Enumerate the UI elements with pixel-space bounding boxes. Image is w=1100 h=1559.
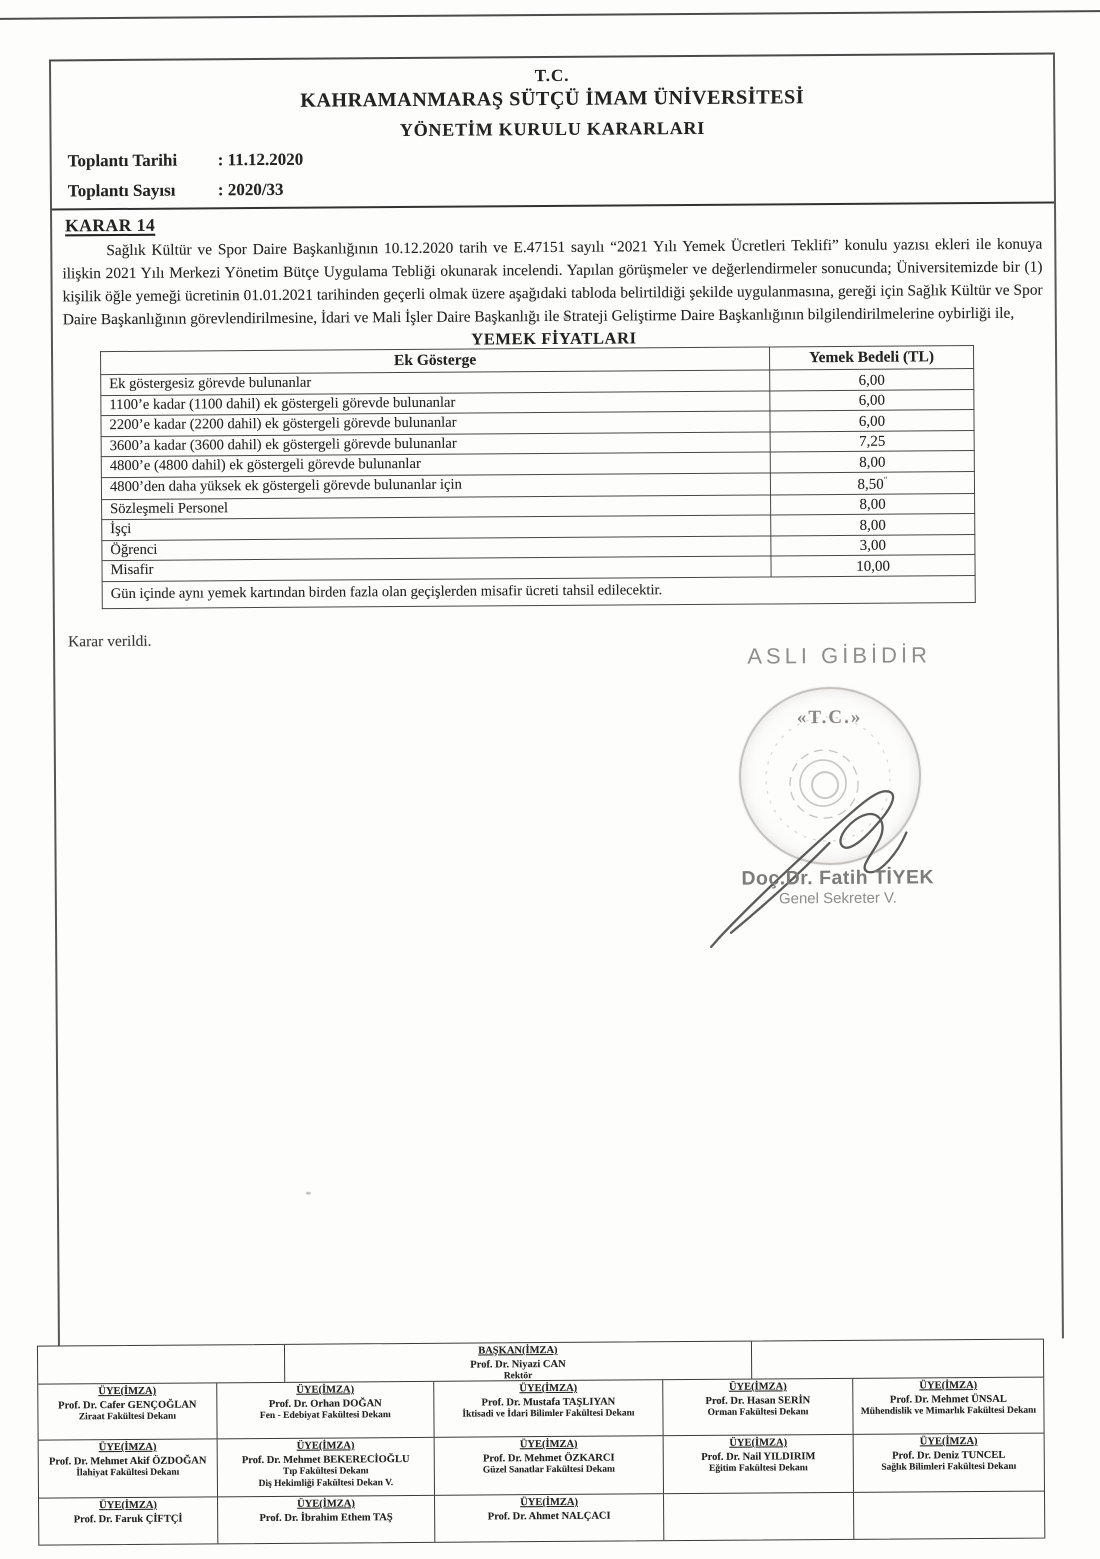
- member-name: Prof. Dr. Mehmet ÜNSAL: [889, 1393, 1007, 1406]
- signature-cell: [663, 1379, 853, 1435]
- member-name: Prof. Dr. Nail YILDIRIM: [701, 1451, 816, 1463]
- price-amount: 8,00: [859, 496, 886, 513]
- member-faculty: Fen - Edebiyat Fakültesi Dekanı: [259, 1410, 391, 1422]
- scan-speckle: [563, 316, 569, 320]
- certification-block: [689, 642, 991, 959]
- member-role: ÜYE(İMZA): [98, 1441, 157, 1454]
- price-row-value: [771, 493, 975, 515]
- signer-title: Genel Sekreter V.: [778, 889, 897, 908]
- price-amount: 6,00: [858, 413, 886, 430]
- signature-cell: [664, 1435, 854, 1493]
- member-faculty: İktisadi ve İdari Bilimler Fakültesi Dekanı: [462, 1408, 635, 1420]
- member-name: Prof. Dr. Deniz TUNCEL: [892, 1449, 1006, 1462]
- price-table: [100, 345, 976, 609]
- price-note-row: [102, 575, 975, 608]
- price-amount: 6,00: [858, 372, 885, 389]
- member-faculty: Sağlık Bilimleri Fakültesi Dekanı: [881, 1461, 1017, 1473]
- member-role: ÜYE(İMZA): [919, 1436, 978, 1448]
- member-name: Prof. Dr. İbrahim Ethem TAŞ: [259, 1512, 393, 1525]
- member-name: Prof. Dr. Mustafa TAŞLIYAN: [481, 1396, 616, 1409]
- price-footnote-mark: ″: [883, 474, 888, 485]
- price-row-value: [770, 389, 974, 411]
- price-row-value: [770, 430, 974, 452]
- meeting-date-value: : 11.12.2020: [217, 149, 304, 170]
- price-row-value: [770, 471, 974, 494]
- price-amount: 7,25: [858, 433, 886, 450]
- price-row-value: [771, 555, 975, 577]
- price-table-title: YEMEK FİYATLARI: [471, 328, 637, 349]
- meeting-number-label: Toplantı Sayısı: [67, 180, 176, 201]
- signature-cell-empty: [751, 1340, 1043, 1379]
- member-name: Prof. Dr. Mehmet Akif ÖZDOĞAN: [48, 1455, 207, 1468]
- price-amount: 8,50: [857, 476, 884, 493]
- signature-cell-empty: [854, 1492, 1044, 1539]
- price-row-label: 3600’a kadar (3600 dahil) ek göstergeli görevde bulunanlar: [101, 431, 770, 456]
- price-row-label: 4800’den daha yüksek ek göstergeli görevde bulunanlar için: [101, 472, 770, 499]
- signature-cell-empty: [38, 1345, 285, 1384]
- decision-body-text: Sağlık Kültür ve Spor Daire Başkanlığının 10.12.2020 tarih ve E.47151 sayılı “2021 Yılı Yemek Ücretleri Teklifi” konulu yazısı ekleri ile konuya ilişkin 2021 Yılı Merkezi Yönetim Bütçe Uygulama Tebliği okunarak incelendi. Yapılan görüşmeler ve değerlendirmeler sonucunda; Üniversitemizde bir (1) kişilik öğle yemeği ücretinin 01.01.2021 tarihinden geçerli olmak üzere aşağıdaki tabloda belirtildiği şekilde uygulanmasına, gereği için Sağlık Kültür ve Spor Daire Başkanlığının görevlendirilmesine, İdari ve Mali İşler Daire Başkanlığı ile Strateji Geliştirme Daire Başkanlığının bilgilendirilmelerine oybirliği ile,: [62, 235, 1043, 329]
- price-amount: 6,00: [858, 392, 886, 409]
- meeting-date-row: [68, 142, 1054, 173]
- signatures-table: [37, 1339, 1045, 1546]
- scan-edge-line: [0, 10, 1100, 20]
- price-row-value: [771, 514, 975, 536]
- member-role: ÜYE(İMZA): [729, 1437, 788, 1449]
- stamp-tc-text: «T.C.»: [796, 706, 863, 729]
- signature-cell: [38, 1383, 217, 1439]
- scan-speckle: [306, 1192, 311, 1195]
- price-row-value: [770, 369, 974, 391]
- meeting-date-label: Toplantı Tarihi: [67, 150, 178, 171]
- signature-scribble-icon: [700, 770, 931, 950]
- price-row-value: [771, 534, 975, 556]
- price-row-label: Ek göstergesiz görevde bulunanlar: [101, 370, 770, 395]
- price-row-label: 1100’e kadar (1100 dahil) ek göstergeli görevde bulunanlar: [101, 390, 770, 415]
- signature-cell: [435, 1494, 664, 1542]
- member-role: ÜYE(İMZA): [297, 1498, 355, 1510]
- member-role: ÜYE(İMZA): [728, 1381, 787, 1393]
- member-role: ÜYE(İMZA): [519, 1438, 578, 1451]
- price-amount: 8,00: [859, 454, 886, 471]
- member-role: ÜYE(İMZA): [296, 1384, 355, 1396]
- member-faculty: Tıp Fakültesi Dekanı: [282, 1466, 369, 1477]
- member-name: Prof. Dr. Hasan SERİN: [705, 1395, 811, 1407]
- member-faculty: Eğitim Fakültesi Dekanı: [708, 1463, 808, 1474]
- col-header-ek-gosterge: Ek Gösterge: [101, 347, 770, 375]
- member-role: ÜYE(İMZA): [919, 1380, 978, 1392]
- republic-header: T.C.: [534, 65, 570, 86]
- signature-cell: [434, 1380, 664, 1437]
- price-row-label: İşçi: [102, 515, 771, 540]
- signature-cell: [853, 1378, 1043, 1434]
- member-name: Prof. Dr. Mehmet BEKERECİOĞLU: [241, 1453, 410, 1467]
- member-faculty: İlahiyat Fakültesi Dekanı: [76, 1467, 180, 1479]
- decision-given-text: Karar verildi.: [67, 632, 152, 650]
- member-name: Prof. Dr. Ahmet NALÇACI: [487, 1510, 611, 1523]
- price-row-label: Misafir: [102, 556, 771, 581]
- signature-cell: [435, 1436, 665, 1495]
- signature-cell-empty: [664, 1493, 854, 1540]
- chairman-cell: [285, 1342, 752, 1382]
- member-faculty: Güzel Sanatlar Fakültesi Dekanı: [482, 1464, 615, 1476]
- members-row-1: [38, 1378, 1043, 1441]
- price-table-body: [101, 369, 975, 582]
- col-header-yemek-bedeli: Yemek Bedeli (TL): [769, 346, 973, 370]
- member-name: Prof. Dr. Cafer GENÇOĞLAN: [58, 1399, 197, 1412]
- scan-speckle: [235, 294, 239, 298]
- member-name: Prof. Dr. Mehmet ÖZKARCI: [482, 1452, 615, 1465]
- decision-heading: KARAR 14: [65, 214, 156, 236]
- member-faculty: Ziraat Fakültesi Dekanı: [78, 1411, 176, 1423]
- members-row-2: [39, 1434, 1044, 1499]
- asli-gibidir-stamp-text: ASLI GİBİDİR: [747, 642, 932, 669]
- chairman-title: Rektör: [503, 1371, 533, 1382]
- price-amount: 10,00: [856, 558, 890, 575]
- member-role: ÜYE(İMZA): [296, 1440, 355, 1452]
- price-note-text: Gün içinde aynı yemek kartından birden fazla olan geçişlerden misafir ücreti tahsil edilecektir.: [102, 575, 975, 608]
- member-role: ÜYE(İMZA): [98, 1385, 157, 1398]
- board-title: YÖNETİM KURULU KARARLARI: [399, 117, 706, 141]
- university-name: KAHRAMANMARAŞ SÜTÇÜ İMAM ÜNİVERSİTESİ: [300, 86, 805, 112]
- price-row-value: [770, 410, 974, 432]
- price-row-label: Öğrenci: [102, 535, 771, 560]
- price-row-label: 4800’e (4800 dahil) ek göstergeli görevde bulunanlar: [101, 452, 770, 477]
- signature-cell: [217, 1438, 434, 1497]
- signature-cell: [217, 1382, 434, 1439]
- member-name: Prof. Dr. Orhan DOĞAN: [268, 1398, 382, 1410]
- member-name: Prof. Dr. Faruk ÇİFTÇİ: [73, 1513, 183, 1526]
- member-faculty: Orman Fakültesi Dekanı: [707, 1407, 809, 1418]
- price-amount: 3,00: [859, 537, 887, 554]
- price-row-value: [770, 451, 974, 473]
- price-row-label: 2200’e kadar (2200 dahil) ek göstergeli görevde bulunanlar: [101, 411, 770, 436]
- chairman-role: BAŞKAN(İMZA): [478, 1344, 558, 1357]
- members-row-3: [39, 1492, 1044, 1545]
- price-row-label: Sözleşmeli Personel: [102, 494, 771, 519]
- member-role: ÜYE(İMZA): [520, 1496, 578, 1509]
- member-role: ÜYE(İMZA): [99, 1499, 157, 1512]
- meeting-number-row: [68, 172, 1054, 203]
- signature-cell: [39, 1497, 218, 1544]
- signer-name: Doç.Dr. Fatih TİYEK: [741, 866, 935, 890]
- member-faculty: Mühendislik ve Mimarlık Fakültesi Dekanı: [860, 1405, 1037, 1417]
- signature-cell: [39, 1439, 218, 1497]
- member-faculty-2: Diş Hekimliği Fakültesi Dekan V.: [258, 1477, 394, 1489]
- chairman-name: Prof. Dr. Niyazi CAN: [470, 1358, 566, 1371]
- member-role: ÜYE(İMZA): [519, 1382, 578, 1395]
- meeting-number-value: : 2020/33: [217, 179, 284, 200]
- signature-cell: [854, 1434, 1044, 1492]
- signature-cell: [218, 1496, 435, 1544]
- price-amount: 8,00: [859, 517, 886, 534]
